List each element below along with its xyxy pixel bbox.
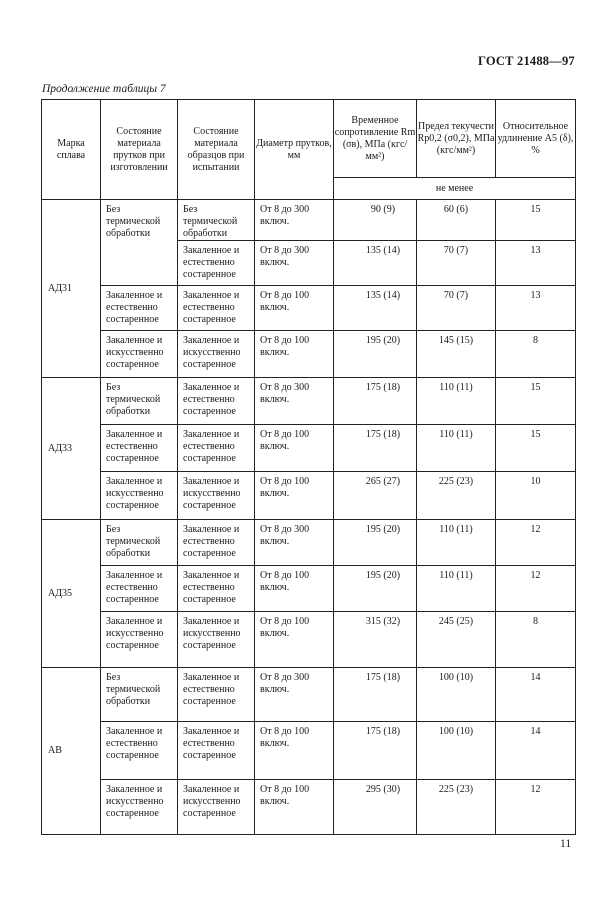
diameter-cell: От 8 до 100 включ. [255, 331, 334, 378]
col-header-diameter: Диаметр прутков, мм [255, 100, 334, 200]
elongation-cell: 10 [496, 472, 576, 520]
yield-strength-cell: 225 (23) [417, 472, 496, 520]
test-state-cell: Закаленное и искусственно состаренное [178, 331, 255, 378]
diameter-cell: От 8 до 300 включ. [255, 378, 334, 425]
yield-strength-cell: 70 (7) [417, 241, 496, 286]
test-state-cell: Закаленное и искусственно состаренное [178, 780, 255, 835]
table-continuation-caption: Продолжение таблицы 7 [42, 83, 166, 95]
subheader-not-less: не менее [334, 178, 576, 200]
test-state-cell: Закаленное и естественно состаренное [178, 378, 255, 425]
table-row [42, 520, 576, 566]
test-state-cell: Закаленное и естественно состаренное [178, 668, 255, 722]
diameter-cell: От 8 до 300 включ. [255, 241, 334, 286]
yield-strength-cell: 110 (11) [417, 378, 496, 425]
manufacture-state-cell: Без термической обработки [101, 668, 178, 722]
diameter-cell: От 8 до 300 включ. [255, 668, 334, 722]
manufacture-state-cell: Закаленное и искусственно состаренное [101, 780, 178, 835]
grade-cell: АВ [42, 668, 101, 835]
test-state-cell: Закаленное и искусственно состаренное [178, 472, 255, 520]
elongation-cell: 13 [496, 286, 576, 331]
table-row [42, 612, 576, 668]
test-state-cell: Закаленное и естественно состаренное [178, 425, 255, 472]
tensile-strength-cell: 175 (18) [334, 668, 417, 722]
col-header-elongation: Относительное удлинение A5 (δ), % [496, 100, 576, 178]
tensile-strength-cell: 175 (18) [334, 722, 417, 780]
diameter-cell: От 8 до 100 включ. [255, 566, 334, 612]
manufacture-state-cell: Без термической обработки [101, 520, 178, 566]
manufacture-state-cell: Закаленное и искусственно состаренное [101, 612, 178, 668]
test-state-cell: Закаленное и естественно состаренное [178, 722, 255, 780]
manufacture-state-cell: Закаленное и естественно состаренное [101, 722, 178, 780]
tensile-strength-cell: 135 (14) [334, 241, 417, 286]
tensile-strength-cell: 195 (20) [334, 520, 417, 566]
table-row [42, 566, 576, 612]
manufacture-state-cell: Закаленное и естественно состаренное [101, 286, 178, 331]
yield-strength-cell: 100 (10) [417, 722, 496, 780]
table-row [42, 780, 576, 835]
table-row [42, 722, 576, 780]
tensile-strength-cell: 195 (20) [334, 566, 417, 612]
diameter-cell: От 8 до 100 включ. [255, 612, 334, 668]
diameter-cell: От 8 до 300 включ. [255, 520, 334, 566]
elongation-cell: 8 [496, 331, 576, 378]
elongation-cell: 14 [496, 668, 576, 722]
test-state-cell: Закаленное и естественно состаренное [178, 566, 255, 612]
manufacture-state-cell: Без термической обработки [101, 200, 178, 286]
col-header-manufacture-state: Состояние материала прутков при изготовлении [101, 100, 178, 200]
yield-strength-cell: 110 (11) [417, 425, 496, 472]
standard-number: ГОСТ 21488—97 [478, 54, 575, 68]
elongation-cell: 15 [496, 200, 576, 241]
table-row [42, 472, 576, 520]
grade-cell: АД31 [42, 200, 101, 378]
col-header-grade: Марка сплава [42, 100, 101, 200]
yield-strength-cell: 245 (25) [417, 612, 496, 668]
tensile-strength-cell: 265 (27) [334, 472, 417, 520]
test-state-cell: Закаленное и естественно состаренное [178, 520, 255, 566]
page-number: 11 [560, 838, 572, 850]
diameter-cell: От 8 до 100 включ. [255, 472, 334, 520]
elongation-cell: 15 [496, 425, 576, 472]
elongation-cell: 12 [496, 520, 576, 566]
yield-strength-cell: 225 (23) [417, 780, 496, 835]
tensile-strength-cell: 175 (18) [334, 425, 417, 472]
col-header-yield-strength: Предел текучести Rp0,2 (σ0,2), МПа (кгс/мм²) [417, 100, 496, 178]
manufacture-state-cell: Закаленное и естественно состаренное [101, 425, 178, 472]
tensile-strength-cell: 195 (20) [334, 331, 417, 378]
elongation-cell: 13 [496, 241, 576, 286]
elongation-cell: 8 [496, 612, 576, 668]
diameter-cell: От 8 до 100 включ. [255, 780, 334, 835]
elongation-cell: 15 [496, 378, 576, 425]
yield-strength-cell: 110 (11) [417, 566, 496, 612]
manufacture-state-cell: Закаленное и искусственно состаренное [101, 331, 178, 378]
test-state-cell: Без термической обработки [178, 200, 255, 241]
elongation-cell: 14 [496, 722, 576, 780]
diameter-cell: От 8 до 100 включ. [255, 286, 334, 331]
diameter-cell: От 8 до 300 включ. [255, 200, 334, 241]
grade-cell: АД35 [42, 520, 101, 668]
properties-table [41, 99, 576, 835]
elongation-cell: 12 [496, 566, 576, 612]
elongation-cell: 12 [496, 780, 576, 835]
manufacture-state-cell: Без термической обработки [101, 378, 178, 425]
table-row [42, 286, 576, 331]
test-state-cell: Закаленное и искусственно состаренное [178, 612, 255, 668]
table-row [42, 668, 576, 722]
table-row [42, 425, 576, 472]
diameter-cell: От 8 до 100 включ. [255, 425, 334, 472]
yield-strength-cell: 70 (7) [417, 286, 496, 331]
tensile-strength-cell: 90 (9) [334, 200, 417, 241]
manufacture-state-cell: Закаленное и естественно состаренное [101, 566, 178, 612]
test-state-cell: Закаленное и естественно состаренное [178, 241, 255, 286]
test-state-cell: Закаленное и естественно состаренное [178, 286, 255, 331]
col-header-tensile-strength: Временное сопротивление Rm (σв), МПа (кгс/мм²) [334, 100, 417, 178]
table-row [42, 331, 576, 378]
tensile-strength-cell: 295 (30) [334, 780, 417, 835]
yield-strength-cell: 110 (11) [417, 520, 496, 566]
tensile-strength-cell: 315 (32) [334, 612, 417, 668]
tensile-strength-cell: 135 (14) [334, 286, 417, 331]
yield-strength-cell: 60 (6) [417, 200, 496, 241]
table-row [42, 200, 576, 241]
table-row [42, 378, 576, 425]
grade-cell: АД33 [42, 378, 101, 520]
yield-strength-cell: 100 (10) [417, 668, 496, 722]
tensile-strength-cell: 175 (18) [334, 378, 417, 425]
manufacture-state-cell: Закаленное и искусственно состаренное [101, 472, 178, 520]
yield-strength-cell: 145 (15) [417, 331, 496, 378]
diameter-cell: От 8 до 100 включ. [255, 722, 334, 780]
col-header-test-state: Состояние материала образцов при испытании [178, 100, 255, 200]
